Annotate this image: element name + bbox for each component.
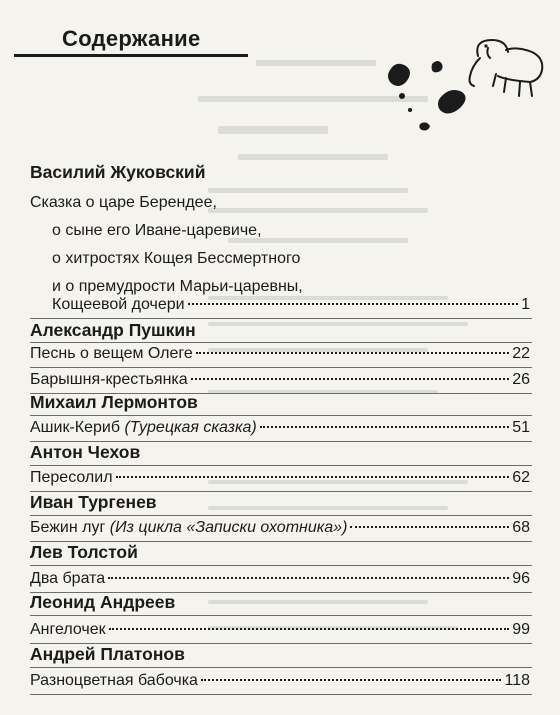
page-number: 96 (512, 570, 530, 587)
author-zhukovsky: Василий Жуковский (30, 162, 206, 182)
divider (30, 694, 532, 695)
toc-entry-bezhin-lug[interactable] (30, 513, 530, 537)
page-number: 118 (504, 672, 530, 689)
toc-title-line: и о премудрости Марьи-царевны, (52, 278, 303, 295)
toc-entry-berendey[interactable] (52, 290, 530, 314)
author-turgenev: Иван Тургенев (30, 492, 157, 512)
toc-entry-title: Пересолил (30, 469, 113, 486)
author-lermontov: Михаил Лермонтов (30, 392, 198, 412)
toc-entry-oleg[interactable] (30, 339, 530, 363)
toc-entry-name: Бежин луг (30, 519, 106, 536)
toc-entry-subtitle: (Из цикла «Записки охотника») (109, 519, 348, 536)
title-underline (14, 54, 248, 57)
toc-entry-baryshnya[interactable] (30, 365, 530, 389)
elephant-doodle-icon (380, 28, 550, 140)
dot-leader (108, 576, 509, 579)
page-number: 51 (512, 419, 530, 436)
toc-title-line: Сказка о царе Берендее, (30, 194, 217, 211)
dot-leader (109, 627, 510, 630)
toc-entry-title: Ангелочек (30, 621, 106, 638)
toc-entry-title: Песнь о вещем Олеге (30, 345, 193, 362)
divider (30, 318, 532, 319)
page-number: 26 (512, 371, 530, 388)
toc-entry-title (30, 519, 347, 537)
toc-entry-title: Кощеевой дочери (52, 296, 185, 313)
toc-entry-title: Разноцветная бабочка (30, 672, 198, 689)
author-pushkin: Александр Пушкин (30, 320, 196, 340)
dot-leader (201, 678, 502, 681)
toc-entry-peresolil[interactable] (30, 463, 530, 487)
page-title: Содержание (62, 26, 201, 51)
toc-entry-dva-brata[interactable] (30, 564, 530, 588)
dot-leader (196, 351, 509, 354)
page-number: 99 (512, 621, 530, 638)
author-chekhov: Антон Чехов (30, 442, 141, 462)
page-number: 68 (512, 519, 530, 536)
toc-title-line: о хитростях Кощея Бессмертного (52, 250, 301, 267)
dot-leader (350, 525, 509, 528)
page-number: 22 (512, 345, 530, 362)
author-andreev: Леонид Андреев (30, 592, 176, 612)
dot-leader (188, 302, 519, 305)
page-number: 1 (521, 296, 530, 313)
toc-entry-babochka[interactable] (30, 666, 530, 690)
dot-leader (116, 475, 510, 478)
toc-entry-title: Два брата (30, 570, 106, 587)
author-platonov: Андрей Платонов (30, 644, 185, 664)
page-number: 62 (512, 469, 530, 486)
toc-entry-subtitle: (Турецкая сказка) (124, 419, 257, 436)
toc-entry-ashik-kerib[interactable] (30, 413, 530, 437)
dot-leader (260, 425, 509, 428)
toc-entry-title: Барышня-крестьянка (30, 371, 188, 388)
author-tolstoy: Лев Толстой (30, 542, 138, 562)
toc-entry-title (30, 419, 257, 437)
dot-leader (191, 377, 510, 380)
toc-entry-angelochek[interactable] (30, 615, 530, 639)
toc-title-line: о сыне его Иване-царевиче, (52, 222, 262, 239)
toc-entry-name: Ашик-Кериб (30, 419, 120, 436)
